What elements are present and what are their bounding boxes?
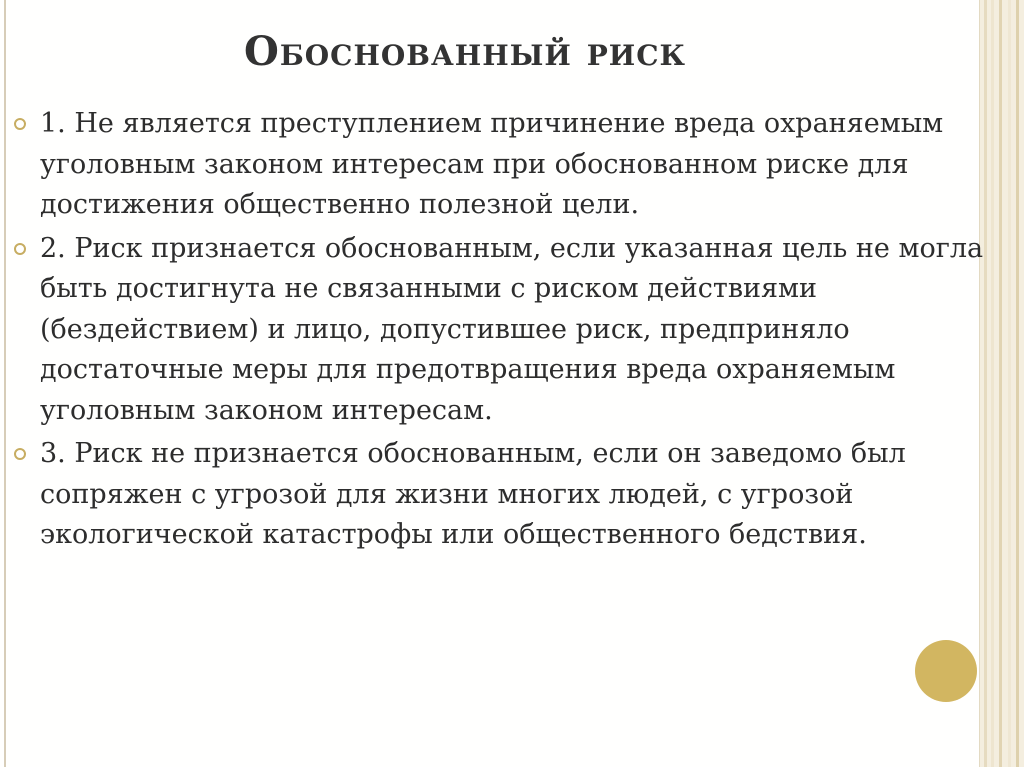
ring-bullet-icon — [14, 448, 26, 460]
ring-bullet-icon — [14, 243, 26, 255]
decorative-circle — [915, 640, 977, 702]
ring-bullet-icon — [14, 118, 26, 130]
left-frame-line — [4, 0, 6, 767]
list-item — [14, 104, 1000, 226]
list-item — [14, 434, 1000, 556]
list-item-text: 1. Не является преступлением причинение вреда охраняемым уголовным законом интересам при обоснованном риске для достижения общественно полезной цели. — [40, 108, 944, 220]
stripe — [1008, 0, 1011, 767]
list-item-text: 3. Риск не признается обоснованным, если он заведомо был сопряжен с угрозой для жизни многих людей, с угрозой экологической катастрофы или общественного бедствия. — [40, 438, 906, 550]
list-item-text: 2. Риск признается обоснованным, если указанная цель не могла быть достигнута не связанными с риском действиями (бездействием) и лицо, допустившее риск, предприняло достаточные меры для предотвращения вреда охраняемым уголовным законом интересам. — [40, 232, 984, 426]
list-item — [14, 229, 1000, 432]
stripe — [1016, 0, 1019, 767]
bullet-list — [14, 104, 1000, 559]
slide-title: Обоснованный риск — [244, 28, 686, 75]
